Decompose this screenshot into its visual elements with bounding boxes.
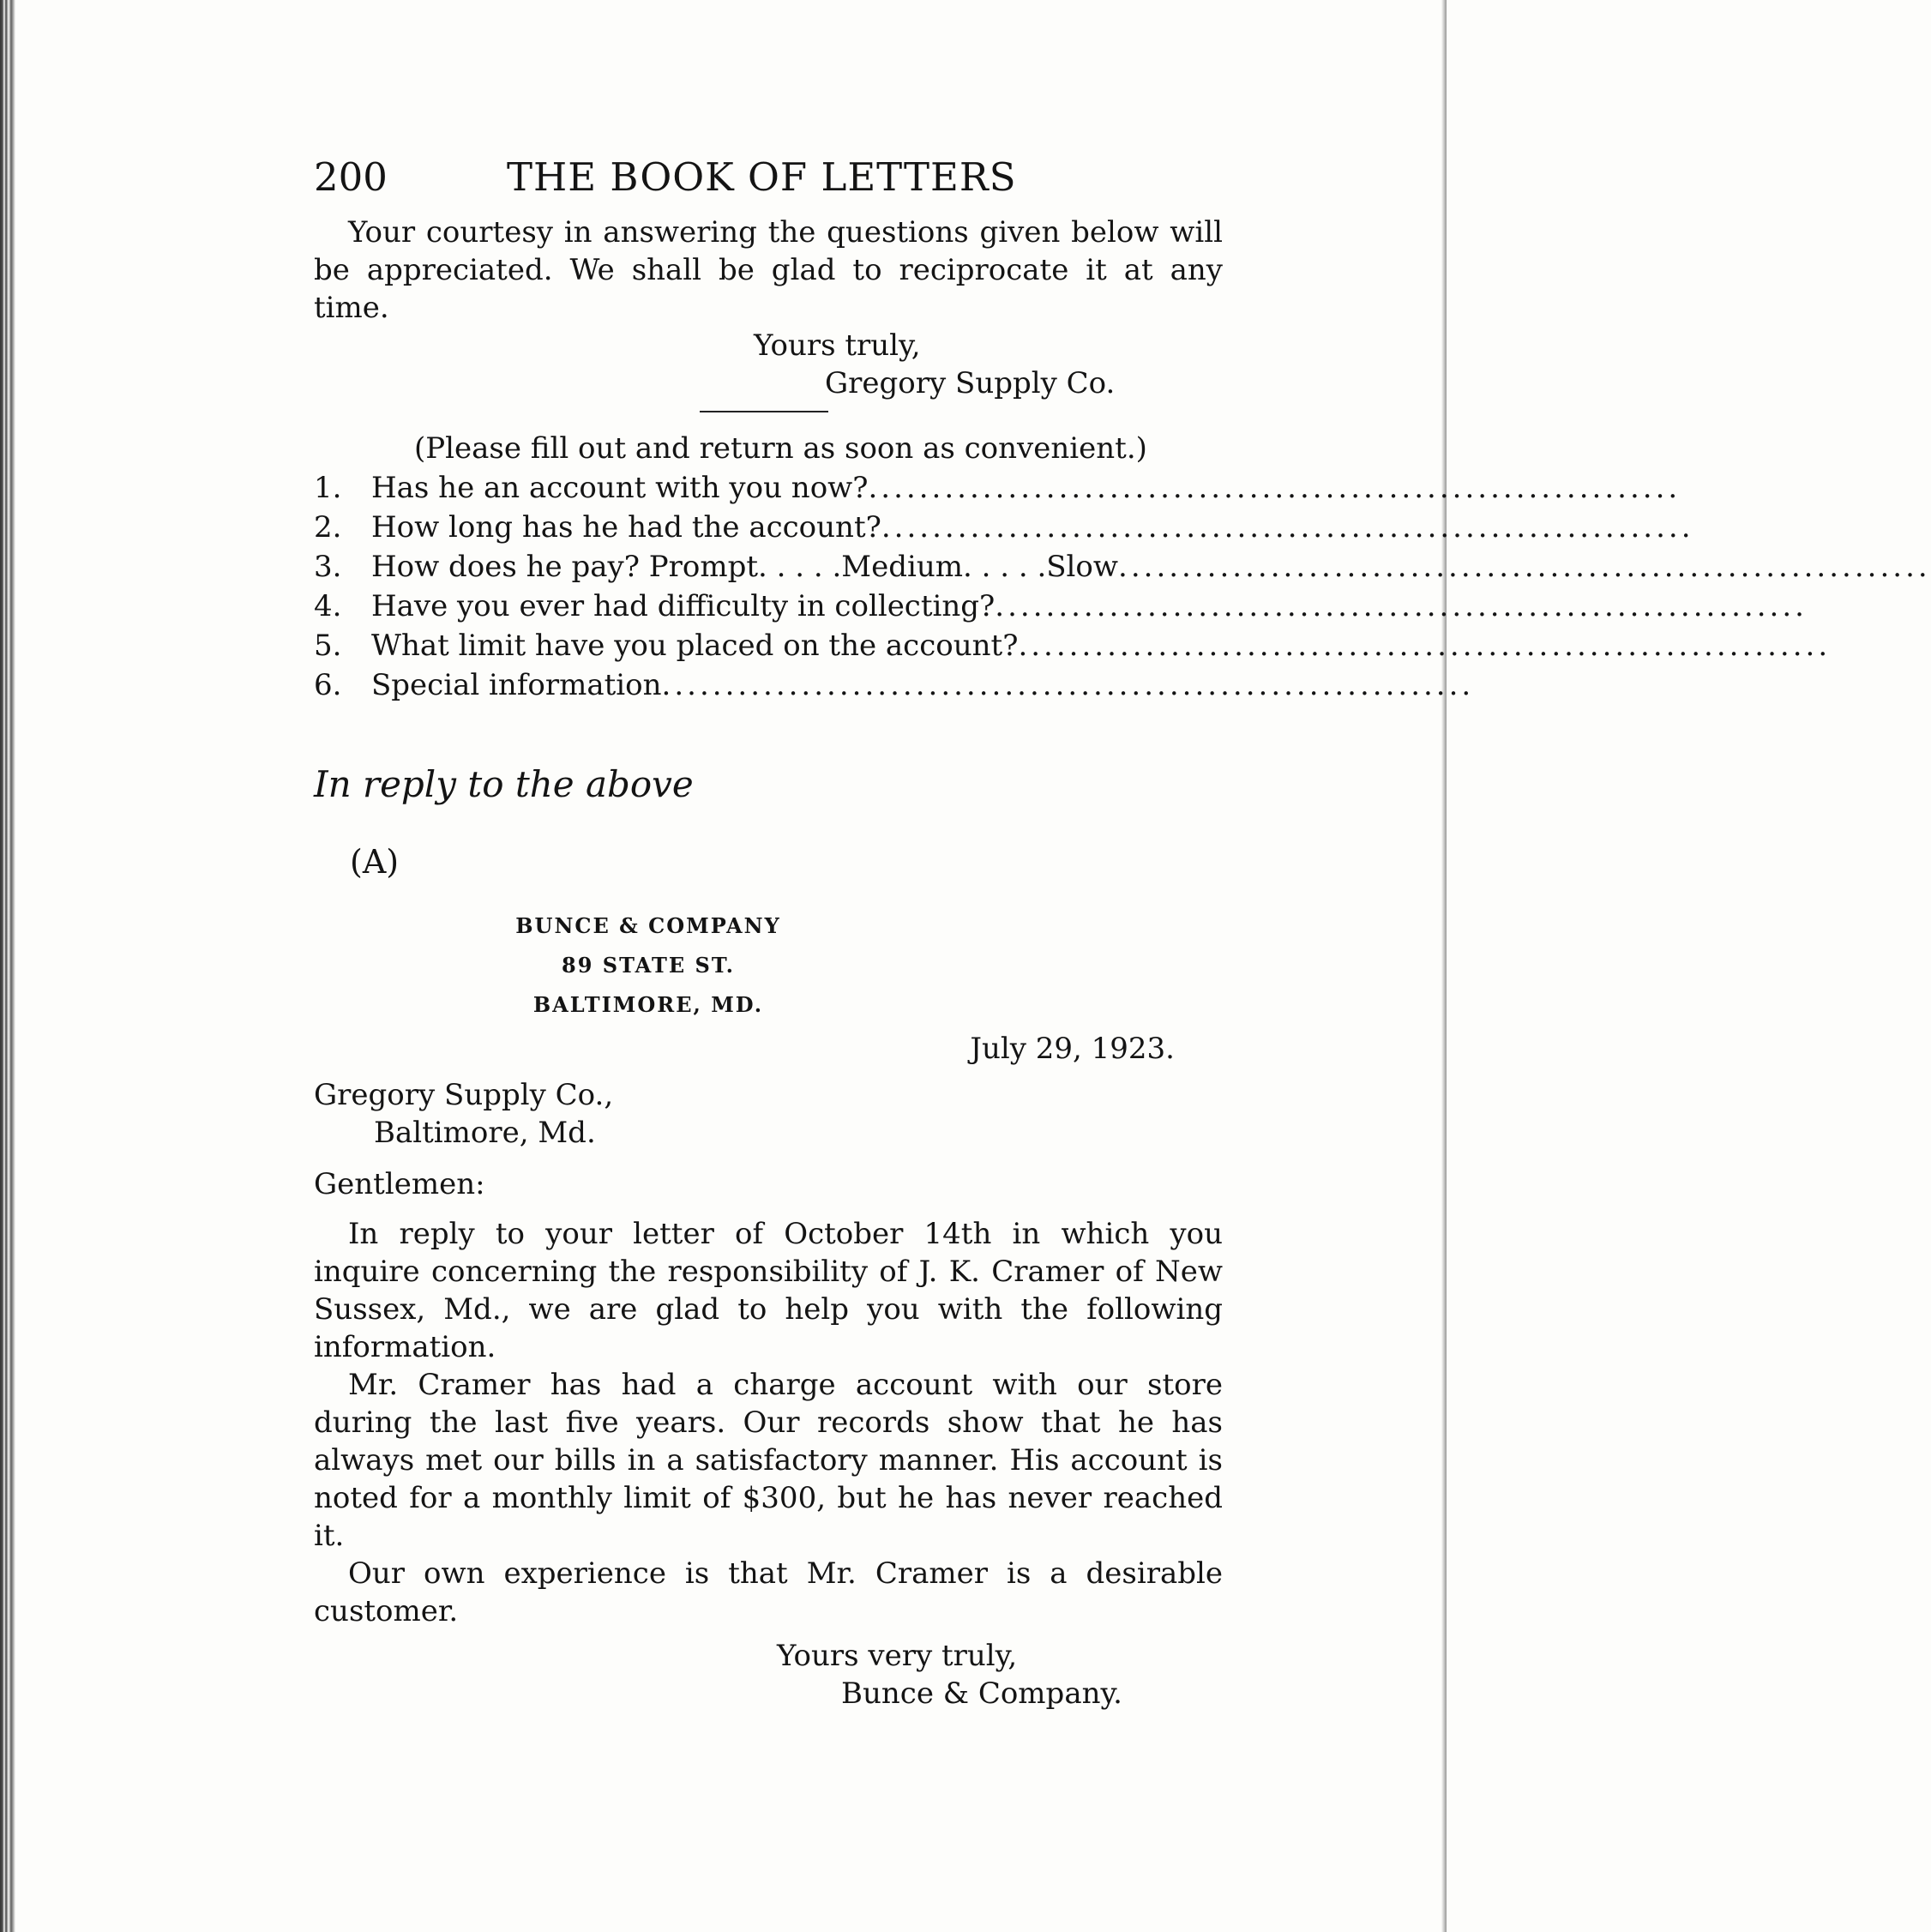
question-text: How long has he had the account? [371, 510, 881, 545]
dot-leader: ................................................................ [881, 510, 1694, 545]
salutation: Gentlemen: [314, 1167, 485, 1201]
question-text: Special information [371, 668, 662, 702]
question-number: 4. [314, 589, 342, 623]
letterhead-company: BUNCE & COMPANY [515, 913, 781, 938]
divider-rule [700, 411, 828, 412]
dot-leader: ................................................................ [661, 668, 1475, 702]
body-paragraph: Our own experience is that Mr. Cramer is a desirable customer. [314, 1556, 1223, 1628]
list-item [314, 627, 1832, 666]
form-note: (Please fill out and return as soon as convenient.) [414, 431, 1147, 466]
letter-mark: (A) [350, 843, 400, 881]
intro-closing: Yours truly, [754, 328, 921, 363]
recipient-address [314, 1076, 1223, 1152]
recipient-city: Baltimore, Md. [374, 1116, 596, 1150]
page-header [314, 154, 1223, 203]
question-text: Have you ever had difficulty in collecting? [371, 589, 996, 623]
section-heading: In reply to the above [314, 763, 694, 805]
reply-signature: Bunce & Company. [841, 1676, 1122, 1711]
list-item [314, 666, 1475, 706]
running-title: THE BOOK OF LETTERS [507, 154, 1017, 200]
letterhead [314, 906, 983, 1025]
question-number: 6. [314, 668, 342, 702]
page-edge-shadow [1441, 0, 1447, 1932]
letter-date: July 29, 1923. [970, 1032, 1175, 1066]
question-text: How does he pay? Prompt. . . . .Medium. . . . .Slow [371, 550, 1119, 584]
recipient-name: Gregory Supply Co., [314, 1078, 614, 1112]
question-number: 5. [314, 629, 342, 663]
list-item [314, 587, 1808, 627]
question-list [314, 469, 1931, 706]
body-paragraph: Mr. Cramer has had a charge account with our store during the last five years. Our records show that he has always met our bills in a satisfactory manner. His account is noted for a monthly limit of $300, but he has never reached it. [314, 1368, 1223, 1553]
dot-leader: ................................................................ [995, 589, 1808, 623]
question-text: Has he an account with you now? [371, 471, 869, 505]
list-item [314, 469, 1681, 509]
question-text: What limit have you placed on the account? [371, 629, 1019, 663]
dot-leader: ................................................................ [1018, 629, 1832, 663]
letterhead-city: BALTIMORE, MD. [532, 992, 764, 1017]
list-item [314, 548, 1931, 587]
list-item [314, 509, 1694, 548]
reply-closing-block [777, 1637, 1223, 1712]
reply-closing: Yours very truly, [777, 1639, 1018, 1673]
intro-signature: Gregory Supply Co. [825, 366, 1116, 400]
question-number: 3. [314, 550, 342, 584]
question-number: 1. [314, 471, 342, 505]
body-paragraph: In reply to your letter of October 14th in which you inquire concerning the responsibility of J. K. Cramer of New Sussex, Md., we are glad to help you with the following information. [314, 1217, 1223, 1364]
intro-closing-block [754, 327, 1223, 402]
binding-edge [0, 0, 26, 1932]
dot-leader: ................................................................ [1118, 550, 1931, 584]
book-page [314, 154, 1931, 1712]
question-number: 2. [314, 510, 342, 545]
letterhead-street: 89 STATE ST. [562, 953, 735, 978]
dot-leader: ................................................................ [868, 471, 1681, 505]
intro-paragraph: Your courtesy in answering the questions given below will be appreciated. We shall be glad to reciprocate it at any time. [314, 215, 1223, 325]
page-number: 200 [314, 154, 388, 200]
